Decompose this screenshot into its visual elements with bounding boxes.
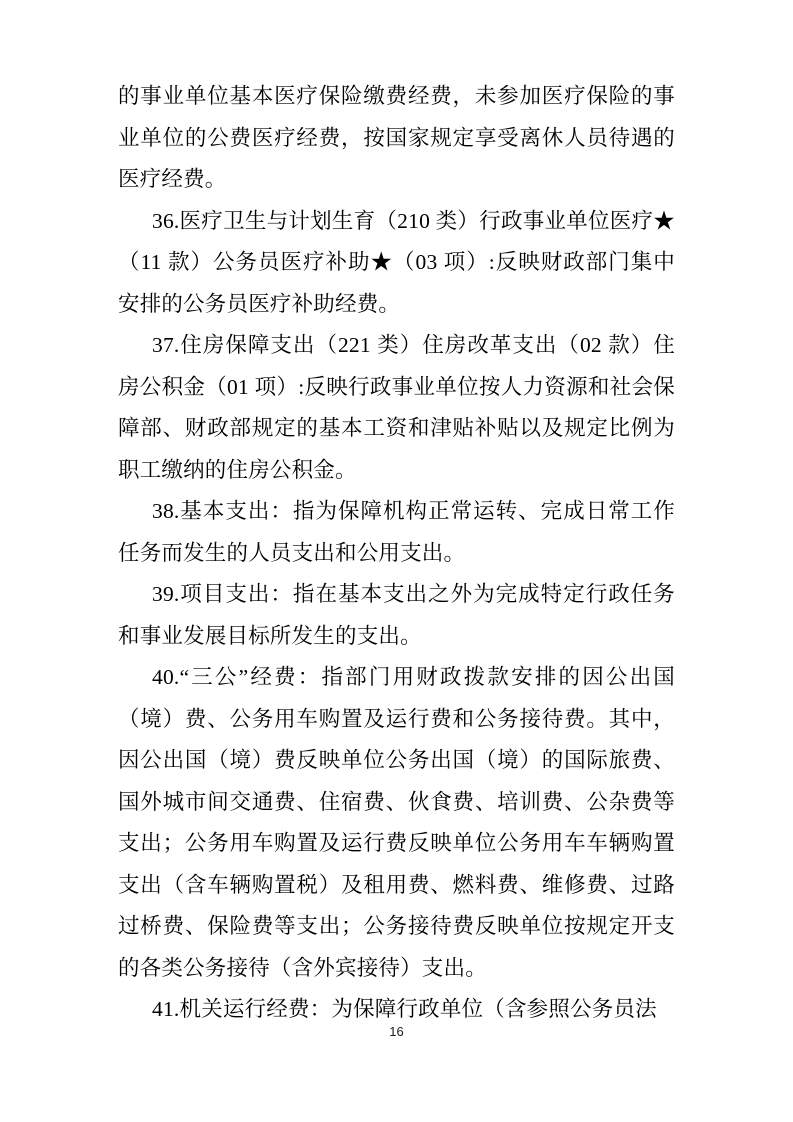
paragraph-medical-funding-continuation: 的事业单位基本医疗保险缴费经费，未参加医疗保险的事业单位的公费医疗经费，按国家规定享受离休人员待遇的医疗经费。	[118, 84, 675, 191]
glossary-item-39-project-expenditure: 39.项目支出：指在基本支出之外为完成特定行政任务和事业发展目标所发生的支出。	[118, 582, 675, 648]
glossary-item-40-three-public-expenses: 40.“三公”经费：指部门用财政拨款安排的因公出国（境）费、公务用车购置及运行费和公务接待费。其中，因公出国（境）费反映单位公务出国（境）的国际旅费、国外城市间交通费、住宿费、伙食费、培训费、公杂费等支出；公务用车购置及运行费反映单位公务用车车辆购置支出（含车辆购置税）及租用费、燃料费、维修费、过路过桥费、保险费等支出；公务接待费反映单位按规定开支的各类公务接待（含外宾接待）支出。	[118, 665, 675, 980]
glossary-item-36-civil-servant-medical-subsidy: 36.医疗卫生与计划生育（210 类）行政事业单位医疗★（11 款）公务员医疗补助★（03 项）:反映财政部门集中安排的公务员医疗补助经费。	[118, 208, 675, 316]
glossary-item-38-basic-expenditure: 38.基本支出：指为保障机构正常运转、完成日常工作任务而发生的人员支出和公用支出。	[118, 499, 675, 565]
document-body-text	[118, 76, 675, 1031]
page-footer	[0, 1023, 793, 1041]
glossary-item-41-agency-operating-expenses-partial: 41.机关运行经费：为保障行政单位（含参照公务员法	[152, 997, 657, 1021]
glossary-item-37-housing-provident-fund: 37.住房保障支出（221 类）住房改革支出（02 款）住房公积金（01 项）:反映行政事业单位按人力资源和社会保障部、财政部规定的基本工资和津贴补贴以及规定比例为职工缴纳的住房公积金。	[118, 333, 675, 482]
page-number: 16	[389, 1024, 404, 1039]
